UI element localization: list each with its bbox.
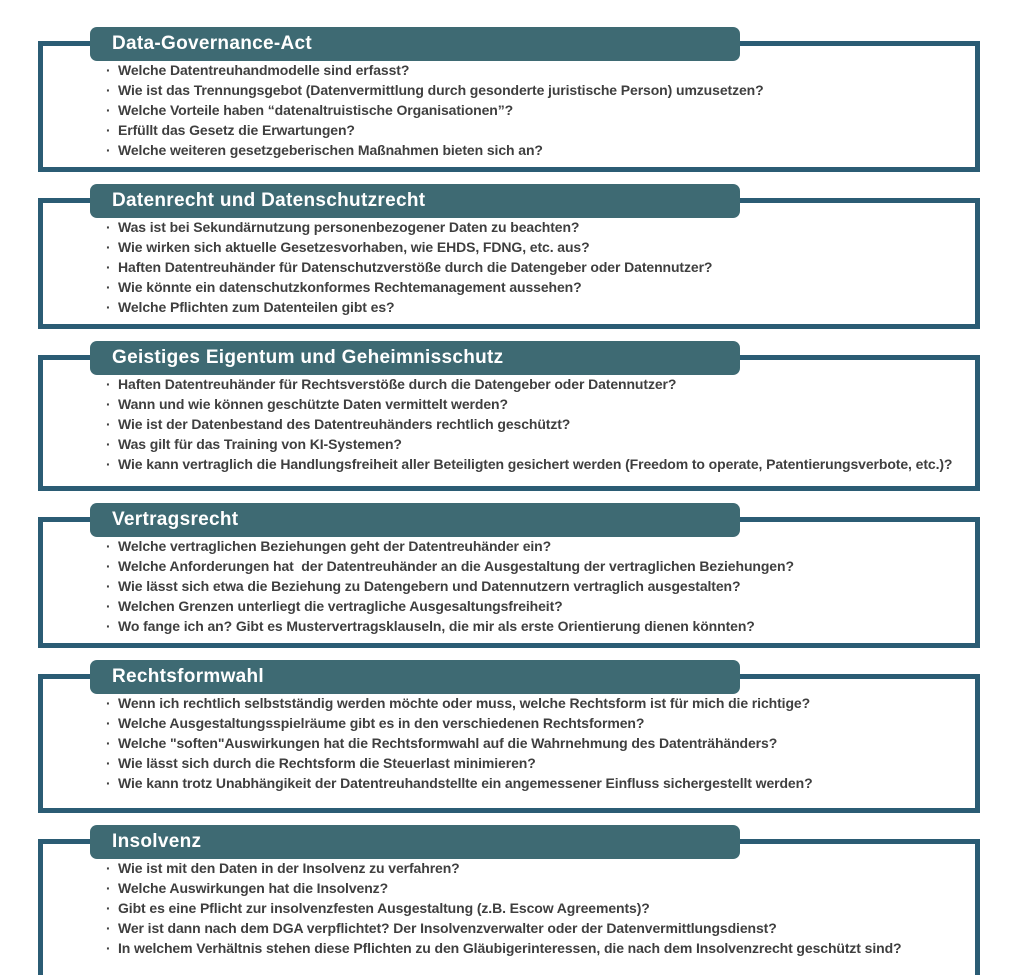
section-title: Datenrecht und Datenschutzrecht	[112, 190, 426, 211]
section-header	[90, 825, 740, 859]
question-item: · Wie kann trotz Unabhängikeit der Datentreuhandstellte ein angemessener Einfluss sichergestellt werden?	[118, 774, 955, 793]
section-title: Vertragsrecht	[112, 509, 239, 530]
section-header	[90, 184, 740, 218]
question-item: · Wie ist der Datenbestand des Datentreuhänders rechtlich geschützt?	[118, 415, 955, 434]
section-vertragsrecht	[38, 503, 980, 648]
section-header	[90, 341, 740, 375]
question-item: · Was gilt für das Training von KI-Systemen?	[118, 435, 955, 454]
section-title: Insolvenz	[112, 831, 202, 852]
section-datenrecht-und-datenschutzrecht	[38, 184, 980, 329]
question-item: · Gibt es eine Pflicht zur insolvenzfesten Ausgestaltung (z.B. Escow Agreements)?	[118, 899, 955, 918]
question-item: · Haften Datentreuhänder für Datenschutzverstöße durch die Datengeber oder Datennutzer?	[118, 258, 955, 277]
question-item: · Was ist bei Sekundärnutzung personenbezogener Daten zu beachten?	[118, 218, 955, 237]
question-item: · Wenn ich rechtlich selbstständig werden möchte oder muss, welche Rechtsform ist für mich die richtige?	[118, 694, 955, 713]
question-item: · Welche vertraglichen Beziehungen geht der Datentreuhänder ein?	[118, 537, 955, 556]
question-item: · Wie ist mit den Daten in der Insolvenz zu verfahren?	[118, 859, 955, 878]
question-item: · Wie wirken sich aktuelle Gesetzesvorhaben, wie EHDS, FDNG, etc. aus?	[118, 238, 955, 257]
question-item: · Welche Anforderungen hat der Datentreuhänder an die Ausgestaltung der vertraglichen Beziehungen?	[118, 557, 955, 576]
question-item: · Erfüllt das Gesetz die Erwartungen?	[118, 121, 955, 140]
question-item: · Welche Auswirkungen hat die Insolvenz?	[118, 879, 955, 898]
question-item: · Welche "soften"Auswirkungen hat die Rechtsformwahl auf die Wahrnehmung des Datenträhänders?	[118, 734, 955, 753]
section-box	[38, 190, 980, 329]
section-header	[90, 27, 740, 61]
section-box	[38, 347, 980, 491]
section-header	[90, 660, 740, 694]
question-item: · Haften Datentreuhänder für Rechtsverstöße durch die Datengeber oder Datennutzer?	[118, 375, 955, 394]
section-title: Geistiges Eigentum und Geheimnisschutz	[112, 347, 504, 368]
section-box	[38, 33, 980, 172]
question-item: · Welche weiteren gesetzgeberischen Maßnahmen bieten sich an?	[118, 141, 955, 160]
section-title: Rechtsformwahl	[112, 666, 265, 687]
question-item: · Welche Ausgestaltungsspielräume gibt es in den verschiedenen Rechtsformen?	[118, 714, 955, 733]
question-item: · Wie könnte ein datenschutzkonformes Rechtemanagement aussehen?	[118, 278, 955, 297]
question-item: · Wie ist das Trennungsgebot (Datenvermittlung durch gesonderte juristische Person) umzusetzen?	[118, 81, 955, 100]
question-item: · Wie kann vertraglich die Handlungsfreiheit aller Beteiligten gesichert werden (Freedom to operate, Patentierungsverbote, etc.)?	[118, 455, 955, 474]
section-box	[38, 831, 980, 975]
section-box	[38, 509, 980, 648]
question-item: · Wer ist dann nach dem DGA verpflichtet? Der Insolvenzverwalter oder der Datenvermittlungsdienst?	[118, 919, 955, 938]
question-list	[118, 859, 955, 958]
question-item: · Welche Vorteile haben “datenaltruistische Organisationen”?	[118, 101, 955, 120]
question-item: · Welchen Grenzen unterliegt die vertragliche Ausgesaltungsfreiheit?	[118, 597, 955, 616]
section-title: Data-Governance-Act	[112, 33, 312, 54]
section-insolvenz	[38, 825, 980, 975]
question-item: · Wie lässt sich etwa die Beziehung zu Datengebern und Datennutzern vertraglich ausgestalten?	[118, 577, 955, 596]
question-item: · Wann und wie können geschützte Daten vermittelt werden?	[118, 395, 955, 414]
section-geistiges-eigentum-und-geheimnisschutz	[38, 341, 980, 491]
question-list	[118, 218, 955, 317]
question-list	[118, 375, 955, 474]
question-item: · Wie lässt sich durch die Rechtsform die Steuerlast minimieren?	[118, 754, 955, 773]
question-list	[118, 537, 955, 636]
section-header	[90, 503, 740, 537]
section-data-governance-act	[38, 27, 980, 172]
question-list	[118, 694, 955, 793]
question-item: · Welche Pflichten zum Datenteilen gibt es?	[118, 298, 955, 317]
question-item: · Wo fange ich an? Gibt es Mustervertragsklauseln, die mir als erste Orientierung dienen könnten?	[118, 617, 955, 636]
question-list	[118, 61, 955, 160]
section-rechtsformwahl	[38, 660, 980, 813]
question-item: · In welchem Verhältnis stehen diese Pflichten zu den Gläubigerinteressen, die nach dem Insolvenzrecht geschützt sind?	[118, 939, 955, 958]
question-item: · Welche Datentreuhandmodelle sind erfasst?	[118, 61, 955, 80]
section-box	[38, 666, 980, 813]
